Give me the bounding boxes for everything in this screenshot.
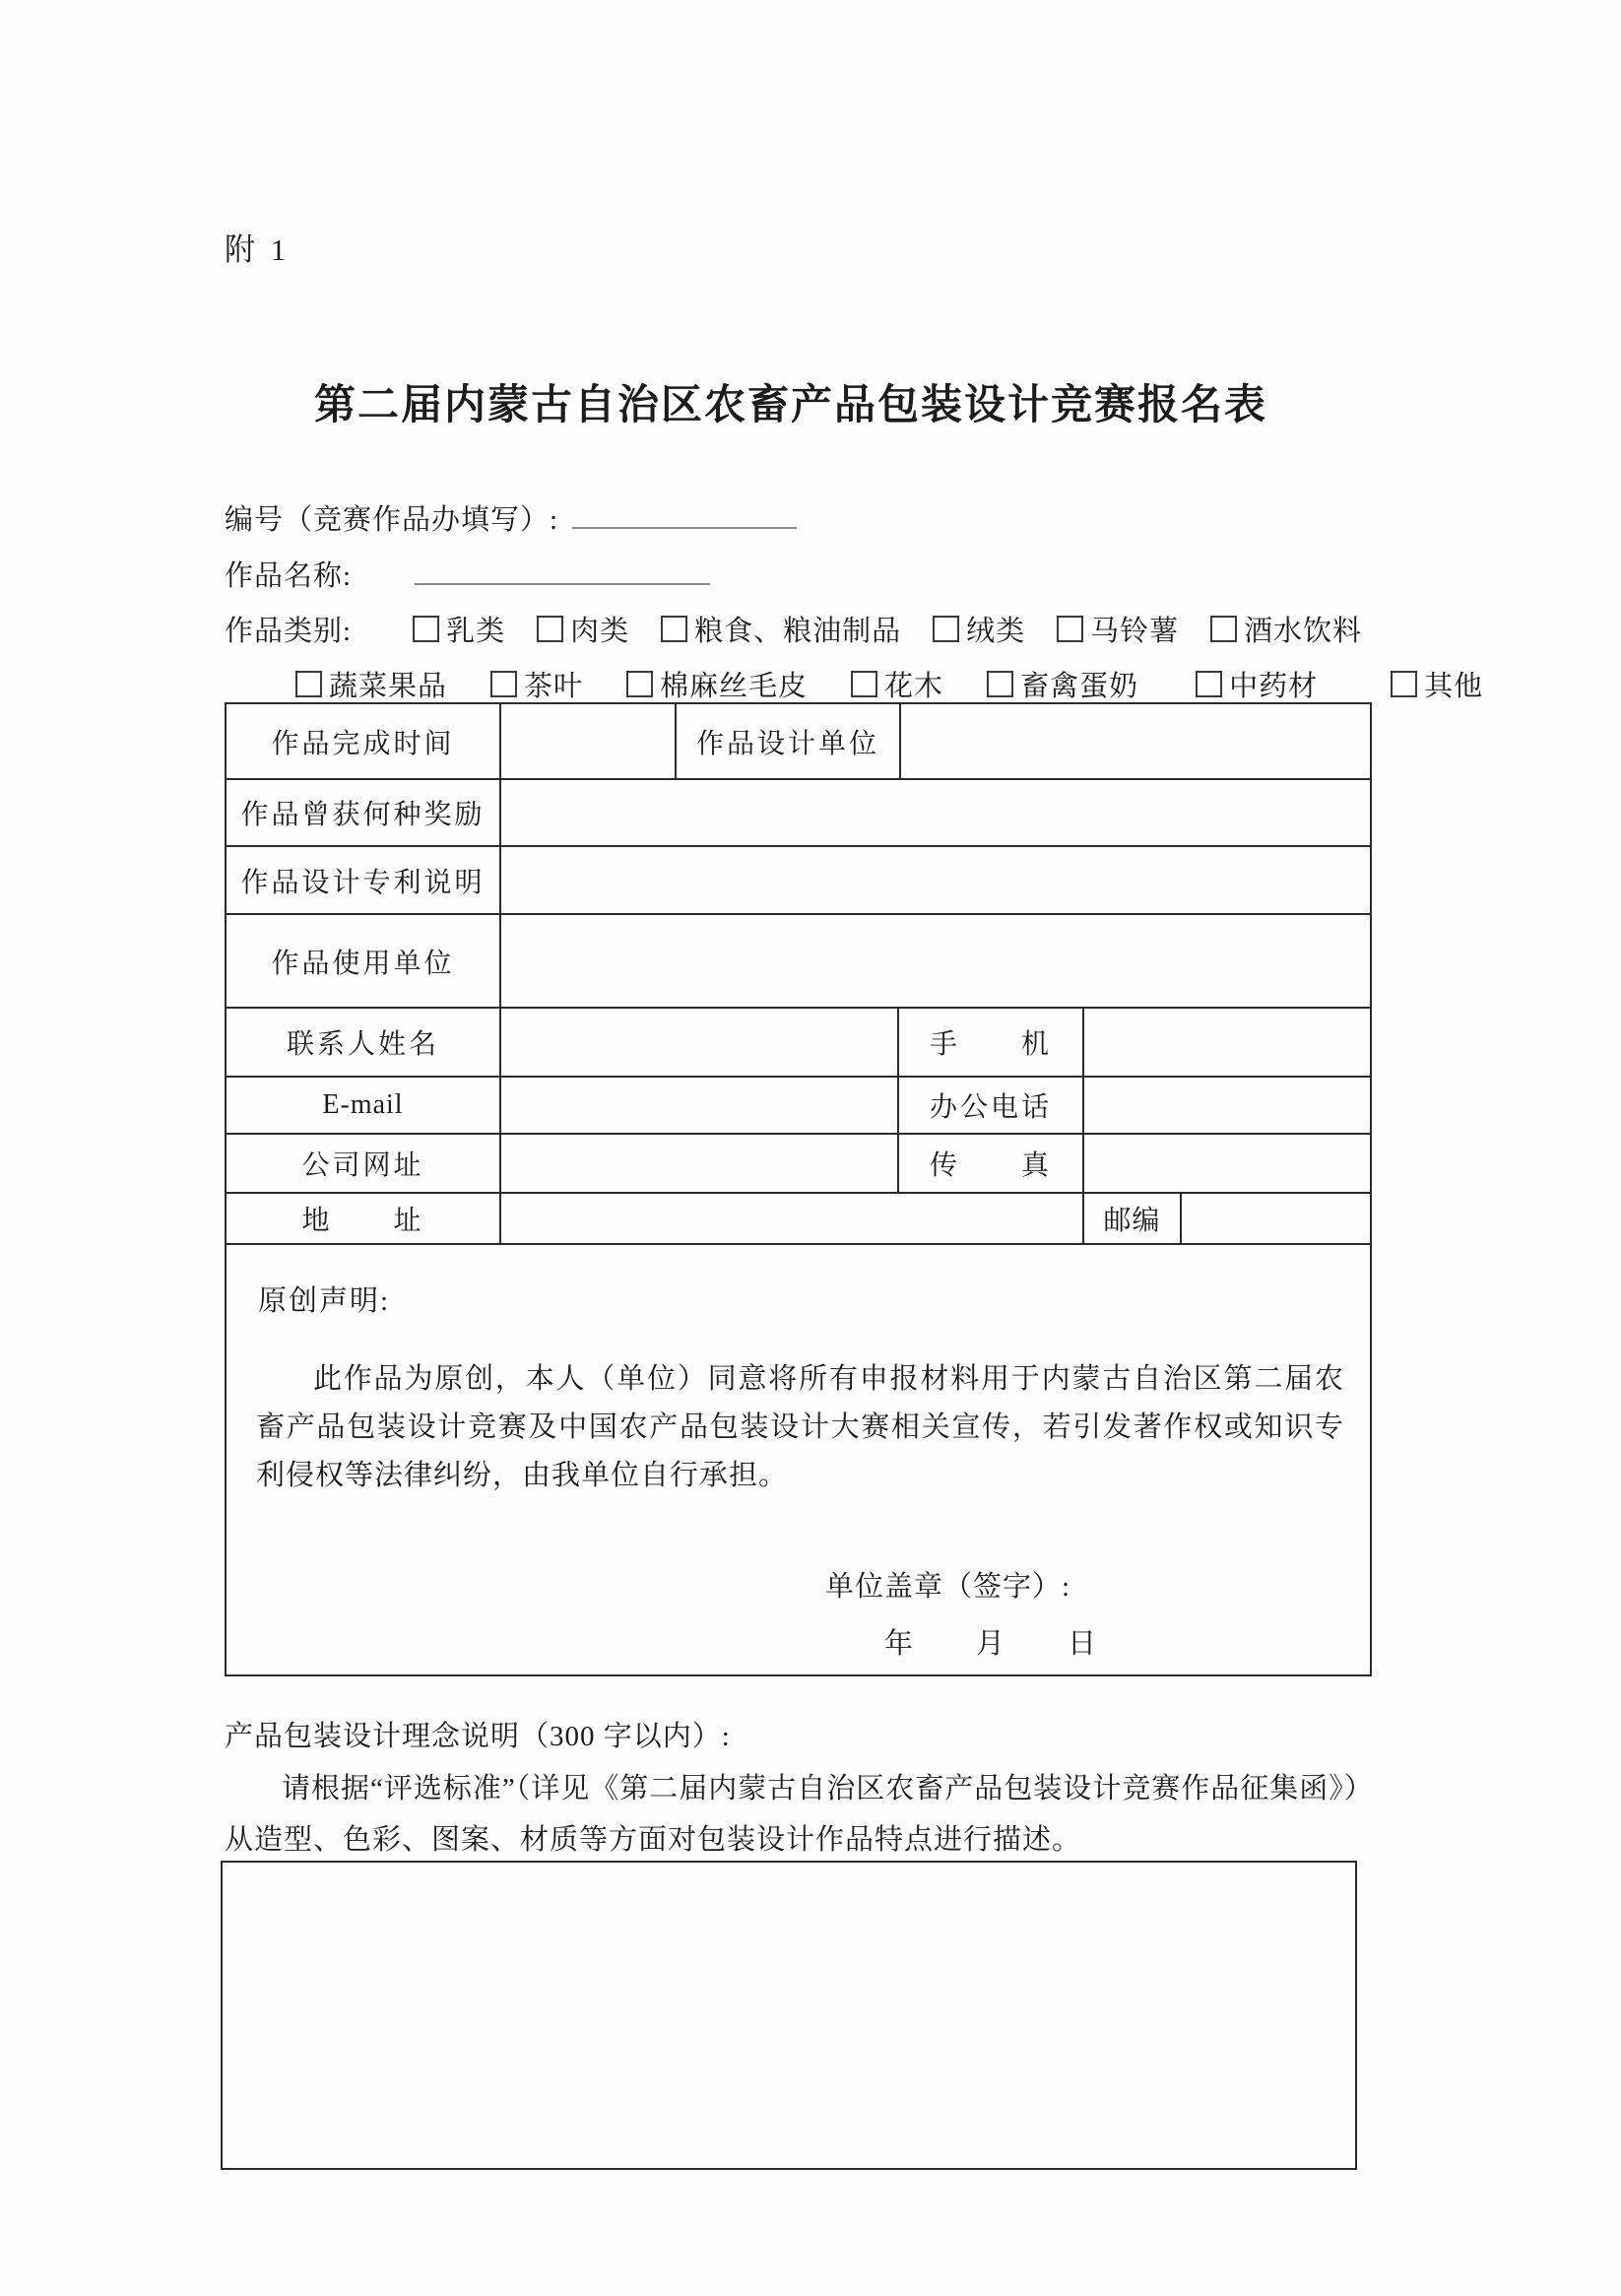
category-option-label: 棉麻丝毛皮 [660,671,809,702]
checkbox-icon[interactable] [1210,616,1237,642]
checkbox-icon[interactable] [851,671,877,697]
table-row [227,1192,1370,1243]
email-value-cell[interactable] [499,1078,897,1133]
office-phone-value-cell[interactable] [1082,1078,1370,1133]
user-unit-label: 作品使用单位 [271,948,455,979]
fax-value-cell[interactable] [1082,1135,1370,1192]
concept-text-area[interactable] [221,1861,1357,2170]
website-value-cell[interactable] [499,1135,897,1192]
date-label: 年 月 日 [884,1628,1099,1660]
table-row [227,913,1370,1007]
fax-label: 传 真 [897,1135,1082,1192]
patent-label: 作品设计专利说明 [240,867,486,898]
declaration-cell [227,1245,1370,1674]
category-option-grain[interactable] [661,609,901,649]
table-row [227,778,1370,845]
category-option-label: 酒水饮料 [1244,616,1363,647]
concept-instruction-line2: 从造型、色彩、图案、材质等方面对包装设计作品特点进行描述。 [225,1824,1082,1856]
checkbox-icon[interactable] [1391,671,1417,697]
attachment-label: 附 1 [225,232,291,267]
seal-signature-label: 单位盖章（签字）: [825,1571,1071,1603]
checkbox-icon[interactable] [413,616,439,642]
awards-value-cell[interactable] [499,780,1370,845]
category-option-label: 粮食、粮油制品 [694,616,902,647]
table-row [227,1133,1370,1192]
work-name-input-line[interactable] [415,575,710,585]
category-option-herb[interactable] [1196,664,1318,704]
mobile-value-cell[interactable] [1082,1009,1370,1076]
checkbox-icon[interactable] [626,671,653,697]
number-row [225,497,797,538]
category-option-potato[interactable] [1057,609,1179,649]
work-name-label: 作品名称: [225,560,353,592]
checkbox-icon[interactable] [1196,671,1222,697]
table-row [227,704,1370,778]
email-label: E-mail [322,1089,404,1120]
completion-time-label: 作品完成时间 [271,728,455,759]
work-name-row [225,554,710,594]
category-option-label: 蔬菜果品 [329,671,448,702]
checkbox-icon[interactable] [537,616,563,642]
category-option-label: 中药材 [1229,671,1319,702]
checkbox-icon[interactable] [490,671,517,697]
number-label: 编号（竞赛作品办填写）: [225,504,559,536]
contact-name-value-cell[interactable] [499,1009,897,1076]
category-label: 作品类别: [225,616,353,647]
patent-value-cell[interactable] [499,847,1370,913]
office-phone-label: 办公电话 [897,1078,1082,1133]
postcode-value-cell[interactable] [1180,1194,1370,1243]
checkbox-icon[interactable] [295,671,322,697]
category-option-label: 花木 [884,671,944,702]
completion-time-value-cell[interactable] [499,704,675,778]
postcode-label: 邮编 [1082,1194,1180,1243]
category-option-livestock[interactable] [987,664,1138,704]
checkbox-icon[interactable] [661,616,687,642]
declaration-heading: 原创声明: [258,1285,391,1317]
checkbox-icon[interactable] [987,671,1013,697]
user-unit-value-cell[interactable] [499,915,1370,1007]
website-label: 公司网址 [301,1150,424,1181]
category-option-other[interactable] [1391,664,1483,704]
table-row [227,1076,1370,1133]
table-row [227,1007,1370,1076]
category-row-2 [295,664,1526,704]
category-option-tea[interactable] [490,664,583,704]
category-option-flower[interactable] [851,664,943,704]
registration-table [225,702,1372,1676]
category-option-vegfruit[interactable] [295,664,447,704]
declaration-body: 此作品为原创，本人（单位）同意将所有申报材料用于内蒙古自治区第二届农畜产品包装设计竞赛及中国农产品包装设计大赛相关宣传，若引发著作权或知识专利侵权等法律纠纷，由我单位自行承担。 [256,1363,1344,1491]
number-input-line[interactable] [572,519,797,529]
category-option-label: 乳类 [446,616,506,647]
category-option-cashmere[interactable] [933,609,1025,649]
category-option-label: 肉类 [570,616,630,647]
address-label: 地 址 [301,1206,424,1236]
design-unit-value-cell[interactable] [899,704,1370,778]
checkbox-icon[interactable] [933,616,959,642]
category-option-fiber[interactable] [626,664,808,704]
mobile-label: 手 机 [897,1009,1082,1076]
category-row-1 [225,609,1394,649]
table-row [227,845,1370,913]
category-option-label: 畜禽蛋奶 [1020,671,1139,702]
category-option-label: 茶叶 [524,671,584,702]
awards-label: 作品曾获何种奖励 [240,800,486,830]
category-option-label: 马铃薯 [1090,616,1180,647]
category-option-dairy[interactable] [413,609,505,649]
contact-name-label: 联系人姓名 [286,1029,439,1060]
concept-instruction-line1: 请根据“评选标准”（详见《第二届内蒙古自治区农畜产品包装设计竞赛作品征集函》） [282,1773,1374,1804]
checkbox-icon[interactable] [1057,616,1083,642]
design-unit-label: 作品设计单位 [675,704,899,778]
category-option-label: 绒类 [966,616,1026,647]
form-title: 第二届内蒙古自治区农畜产品包装设计竞赛报名表 [313,383,1267,428]
category-option-meat[interactable] [537,609,629,649]
table-row [227,1243,1370,1674]
address-value-cell[interactable] [499,1194,1082,1243]
concept-heading: 产品包装设计理念说明（300 字以内）: [225,1721,731,1752]
category-option-beverage[interactable] [1210,609,1362,649]
category-option-label: 其他 [1424,671,1484,702]
